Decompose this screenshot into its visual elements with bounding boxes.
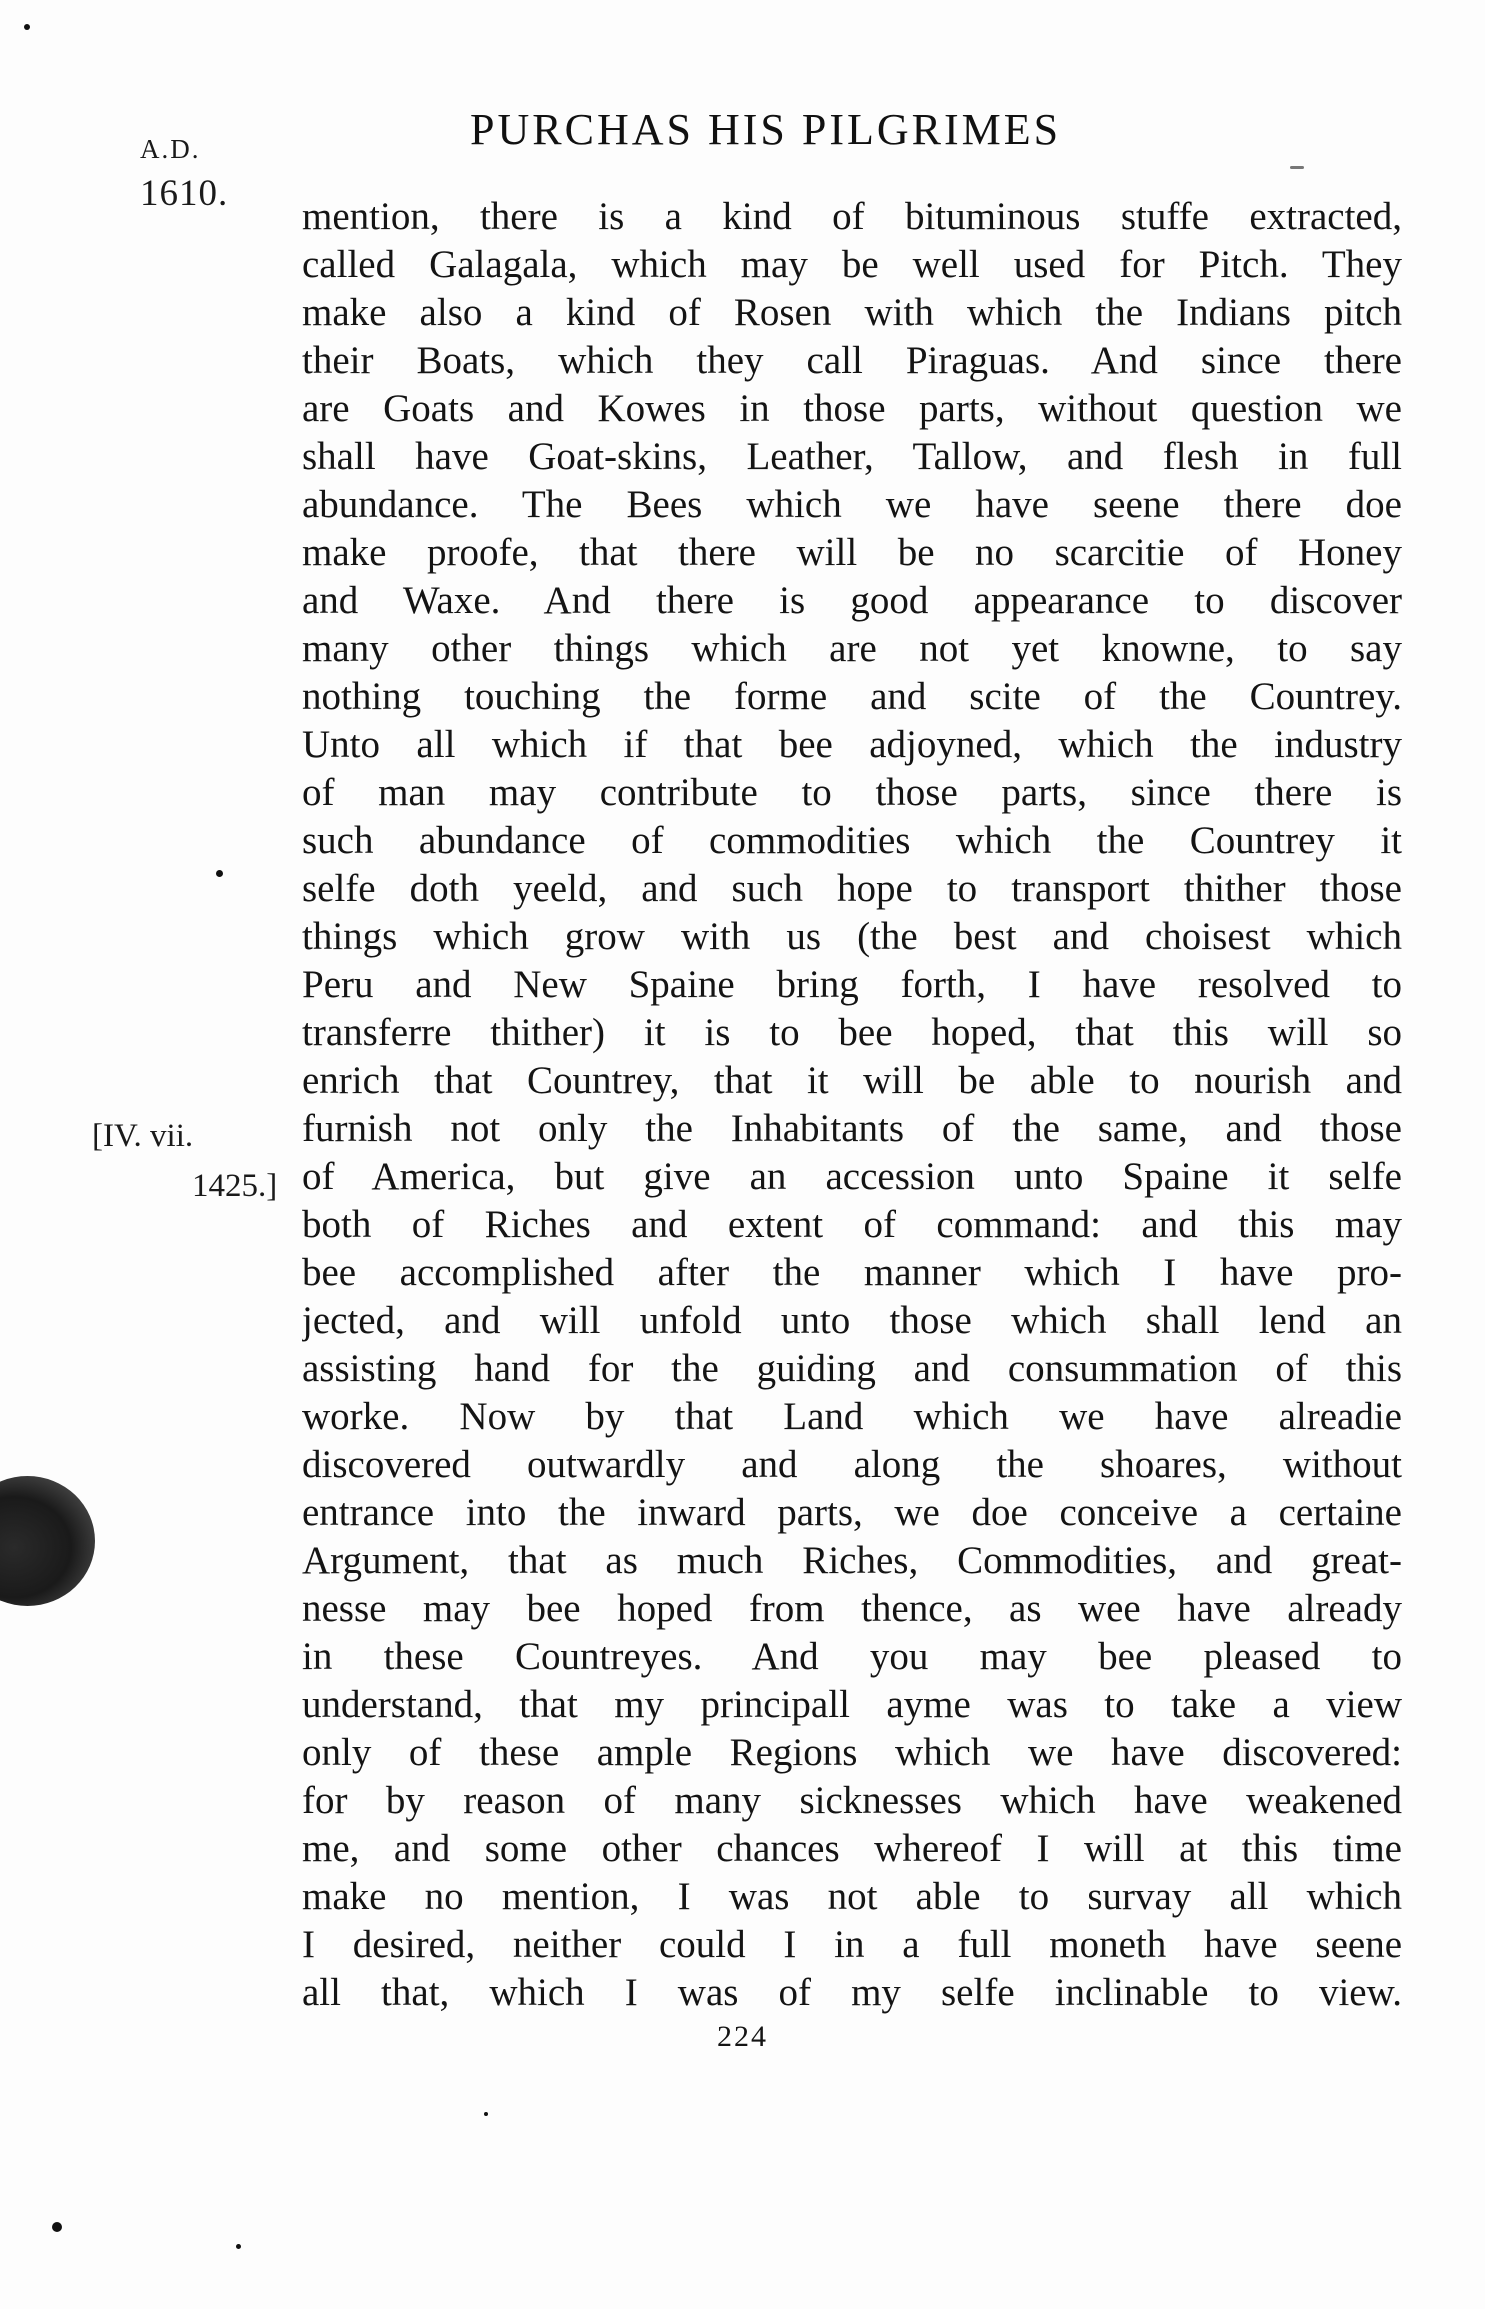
- text-line: of man may contribute to those parts, since there is: [302, 771, 1402, 814]
- text-line: I desired, neither could I in a full moneth have seene: [302, 1923, 1402, 1966]
- text-line: such abundance of commodities which the Countrey it: [302, 819, 1402, 862]
- text-line: furnish not only the Inhabitants of the same, and those: [302, 1107, 1402, 1150]
- text-line: bee accomplished after the manner which I have pro-: [302, 1251, 1402, 1294]
- text-line: mention, there is a kind of bituminous stuffe extracted,: [302, 195, 1402, 238]
- text-line: nothing touching the forme and scite of the Countrey.: [302, 675, 1402, 718]
- text-line: their Boats, which they call Piraguas. And since there: [302, 339, 1402, 382]
- text-line: discovered outwardly and along the shoares, without: [302, 1443, 1402, 1486]
- text-line: of America, but give an accession unto Spaine it selfe: [302, 1155, 1402, 1198]
- text-line: in these Countreyes. And you may bee pleased to: [302, 1635, 1402, 1678]
- text-line: all that, which I was of my selfe inclinable to view.: [302, 1971, 1402, 2014]
- dust-speck: [216, 870, 223, 877]
- text-line: make also a kind of Rosen with which the Indians pitch: [302, 291, 1402, 334]
- text-line: are Goats and Kowes in those parts, without question we: [302, 387, 1402, 430]
- scanner-thumb-shadow: [0, 1476, 95, 1606]
- text-line: only of these ample Regions which we have discovered:: [302, 1731, 1402, 1774]
- text-line: worke. Now by that Land which we have alreadie: [302, 1395, 1402, 1438]
- text-line: enrich that Countrey, that it will be able to nourish and: [302, 1059, 1402, 1102]
- text-line: shall have Goat-skins, Leather, Tallow, and flesh in full: [302, 435, 1402, 478]
- text-line: assisting hand for the guiding and consummation of this: [302, 1347, 1402, 1390]
- text-line: things which grow with us (the best and choisest which: [302, 915, 1402, 958]
- text-line: and Waxe. And there is good appearance to discover: [302, 579, 1402, 622]
- margin-ad-label: A.D.: [140, 134, 201, 164]
- dust-speck: [484, 2112, 488, 2116]
- text-line: jected, and will unfold unto those which shall lend an: [302, 1299, 1402, 1342]
- text-line: Argument, that as much Riches, Commodities, and great-: [302, 1539, 1402, 1582]
- text-line: selfe doth yeeld, and such hope to transport thither those: [302, 867, 1402, 910]
- dust-speck: [24, 24, 30, 30]
- dust-speck: [236, 2244, 241, 2249]
- text-line: make no mention, I was not able to survay all which: [302, 1875, 1402, 1918]
- text-line: nesse may bee hoped from thence, as wee have already: [302, 1587, 1402, 1630]
- margin-year: 1610.: [140, 173, 229, 214]
- running-title: PURCHAS HIS PILGRIMES: [470, 105, 1062, 154]
- text-line: make proofe, that there will be no scarcitie of Honey: [302, 531, 1402, 574]
- margin-reference-line-1: [IV. vii.: [92, 1118, 194, 1154]
- text-line: called Galagala, which may be well used for Pitch. They: [302, 243, 1402, 286]
- text-line: Peru and New Spaine bring forth, I have resolved to: [302, 963, 1402, 1006]
- text-line: for by reason of many sicknesses which have weakened: [302, 1779, 1402, 1822]
- text-line: abundance. The Bees which we have seene there doe: [302, 483, 1402, 526]
- text-line: both of Riches and extent of command: and this may: [302, 1203, 1402, 1246]
- body-text: [302, 193, 1402, 2017]
- margin-reference-line-2: 1425.]: [192, 1168, 278, 1204]
- text-line: me, and some other chances whereof I will at this time: [302, 1827, 1402, 1870]
- text-line: many other things which are not yet knowne, to say: [302, 627, 1402, 670]
- dust-speck: [1290, 166, 1304, 169]
- text-line: entrance into the inward parts, we doe conceive a certaine: [302, 1491, 1402, 1534]
- text-line: Unto all which if that bee adjoyned, which the industry: [302, 723, 1402, 766]
- text-line: understand, that my principall ayme was to take a view: [302, 1683, 1402, 1726]
- page-number: 224: [717, 2020, 768, 2053]
- text-line: transferre thither) it is to bee hoped, that this will so: [302, 1011, 1402, 1054]
- dust-speck: [52, 2222, 62, 2232]
